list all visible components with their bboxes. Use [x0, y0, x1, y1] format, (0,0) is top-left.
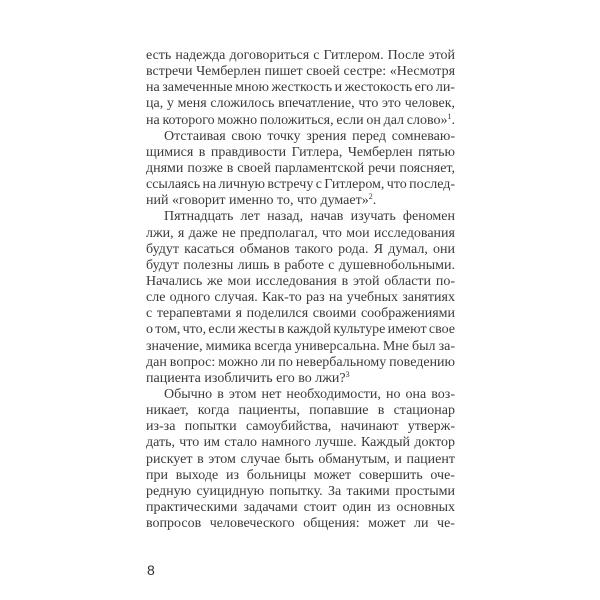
text-line-content [146, 48, 455, 64]
text-line-content [164, 129, 455, 145]
text-line-content [146, 113, 455, 129]
text-line-content [164, 387, 455, 403]
text-line [146, 113, 455, 129]
text-line [146, 226, 455, 242]
text-line [146, 322, 455, 338]
line-text: Начались же мои исследования в этой области по- [146, 273, 455, 289]
line-text: лжи, я даже не предполагал, что мои исследования [146, 225, 455, 241]
text-line [146, 48, 455, 64]
line-tail: . [372, 193, 377, 209]
text-line-content [146, 516, 455, 532]
line-text: щимися в правдивости Гитлера, Чемберлен пятью [146, 144, 456, 160]
line-text: из-за попытки самоубийства, начинают утверж- [146, 419, 456, 435]
text-line-content [146, 452, 455, 468]
line-text: Обычно в этом нет необходимости, но она воз- [164, 386, 455, 402]
footnote-marker: 1 [447, 111, 452, 121]
text-line-content [146, 145, 455, 161]
text-line [146, 129, 455, 145]
text-line [146, 193, 455, 209]
text-line [146, 435, 455, 451]
text-line-content [146, 306, 455, 322]
line-text: ца, у меня сложилось впечатление, что это человек, [146, 96, 456, 112]
line-text: днями позже в своей парламентской речи поясняет, [146, 160, 455, 176]
line-text: пациента изобличить его во лжи? [146, 370, 346, 386]
text-line [146, 145, 455, 161]
text-line [146, 306, 455, 322]
line-text: сле одного случая. Как-то раз на учебных занятиях [146, 290, 455, 306]
text-line [146, 161, 455, 177]
line-text: дать, что им стало намного лучше. Каждый доктор [146, 435, 456, 451]
text-line-content [146, 419, 455, 435]
text-line [146, 258, 455, 274]
text-line-content [146, 371, 350, 387]
line-text: никает, когда пациенты, попавшие в стационар [146, 403, 455, 419]
text-line [146, 484, 455, 500]
text-line [146, 403, 455, 419]
line-text: ний «говорит именно то, что думает» [146, 193, 369, 209]
text-line [146, 468, 455, 484]
text-line-content [146, 468, 455, 484]
text-line-content [146, 403, 455, 419]
line-text: встречи Чемберлен пишет своей сестре: «Несмотря [146, 64, 456, 80]
text-line-content [146, 161, 455, 177]
line-text: рискует в этом случае быть обманутым, и пациент [146, 451, 455, 467]
line-text: Отстаивая свою точку зрения перед сомневаю- [164, 128, 455, 144]
line-tail: . [451, 112, 455, 128]
text-line-content [146, 274, 455, 290]
line-text: Пятнадцать лет назад, начав изучать феномен [164, 209, 455, 225]
text-line [146, 80, 455, 96]
text-line-content [146, 435, 455, 451]
text-line [146, 387, 455, 403]
line-text: практическими задачами стоит один из основных [146, 499, 455, 515]
text-line [146, 452, 455, 468]
text-line-content [146, 242, 455, 258]
text-line-content [146, 339, 455, 355]
text-line [146, 339, 455, 355]
text-line-content [146, 64, 455, 80]
footnote-marker: 3 [345, 369, 350, 379]
text-line [146, 96, 455, 112]
text-line [146, 64, 455, 80]
text-line-content [164, 209, 455, 225]
text-line [146, 274, 455, 290]
line-text: ссылаясь на личную встречу с Гитлером, что послед- [146, 177, 456, 193]
text-line [146, 209, 455, 225]
line-text: значение, мимика всегда универсальна. Мне был за- [146, 338, 455, 354]
text-line [146, 242, 455, 258]
text-line [146, 177, 455, 193]
line-text: редную суицидную попытку. За такими простыми [146, 483, 456, 499]
text-line-content [146, 322, 455, 338]
text-line-content [146, 258, 455, 274]
line-text: на которого можно положиться, если он дал слово» [146, 112, 448, 128]
text-line-content [146, 290, 455, 306]
line-text: будут полезны лишь в работе с душевнобольными. [146, 257, 455, 273]
line-text: дан вопрос: можно ли по невербальному поведению [146, 354, 456, 370]
line-text: при выходе из больницы может совершить оче- [146, 467, 455, 483]
text-line [146, 500, 455, 516]
body-text [146, 48, 455, 532]
line-text: на замеченные мною жесткость и жестокость его ли- [146, 80, 455, 96]
line-text: вопросов человеческого общения: может ли че- [146, 516, 455, 532]
footnote-marker: 2 [368, 192, 373, 202]
text-line-content [146, 226, 455, 242]
text-line-content [146, 193, 376, 209]
text-line [146, 516, 455, 532]
text-line [146, 371, 455, 387]
line-text: с терапевтами я поделился своими соображениями [146, 306, 455, 322]
text-line-content [146, 484, 455, 500]
text-line [146, 290, 455, 306]
line-text: есть надежда договориться с Гитлером. После этой [146, 48, 456, 63]
line-text: о том, что, если жесты в каждой культуре имеют свое [146, 322, 455, 338]
text-line-content [146, 96, 455, 112]
text-line-content [146, 500, 455, 516]
text-line [146, 355, 455, 371]
text-line [146, 419, 455, 435]
line-text: будут касаться обманов такого рода. Я думал, они [146, 241, 456, 257]
text-line-content [146, 355, 455, 371]
text-line-content [146, 177, 455, 193]
page-number: 8 [147, 562, 155, 578]
text-line-content [146, 80, 455, 96]
